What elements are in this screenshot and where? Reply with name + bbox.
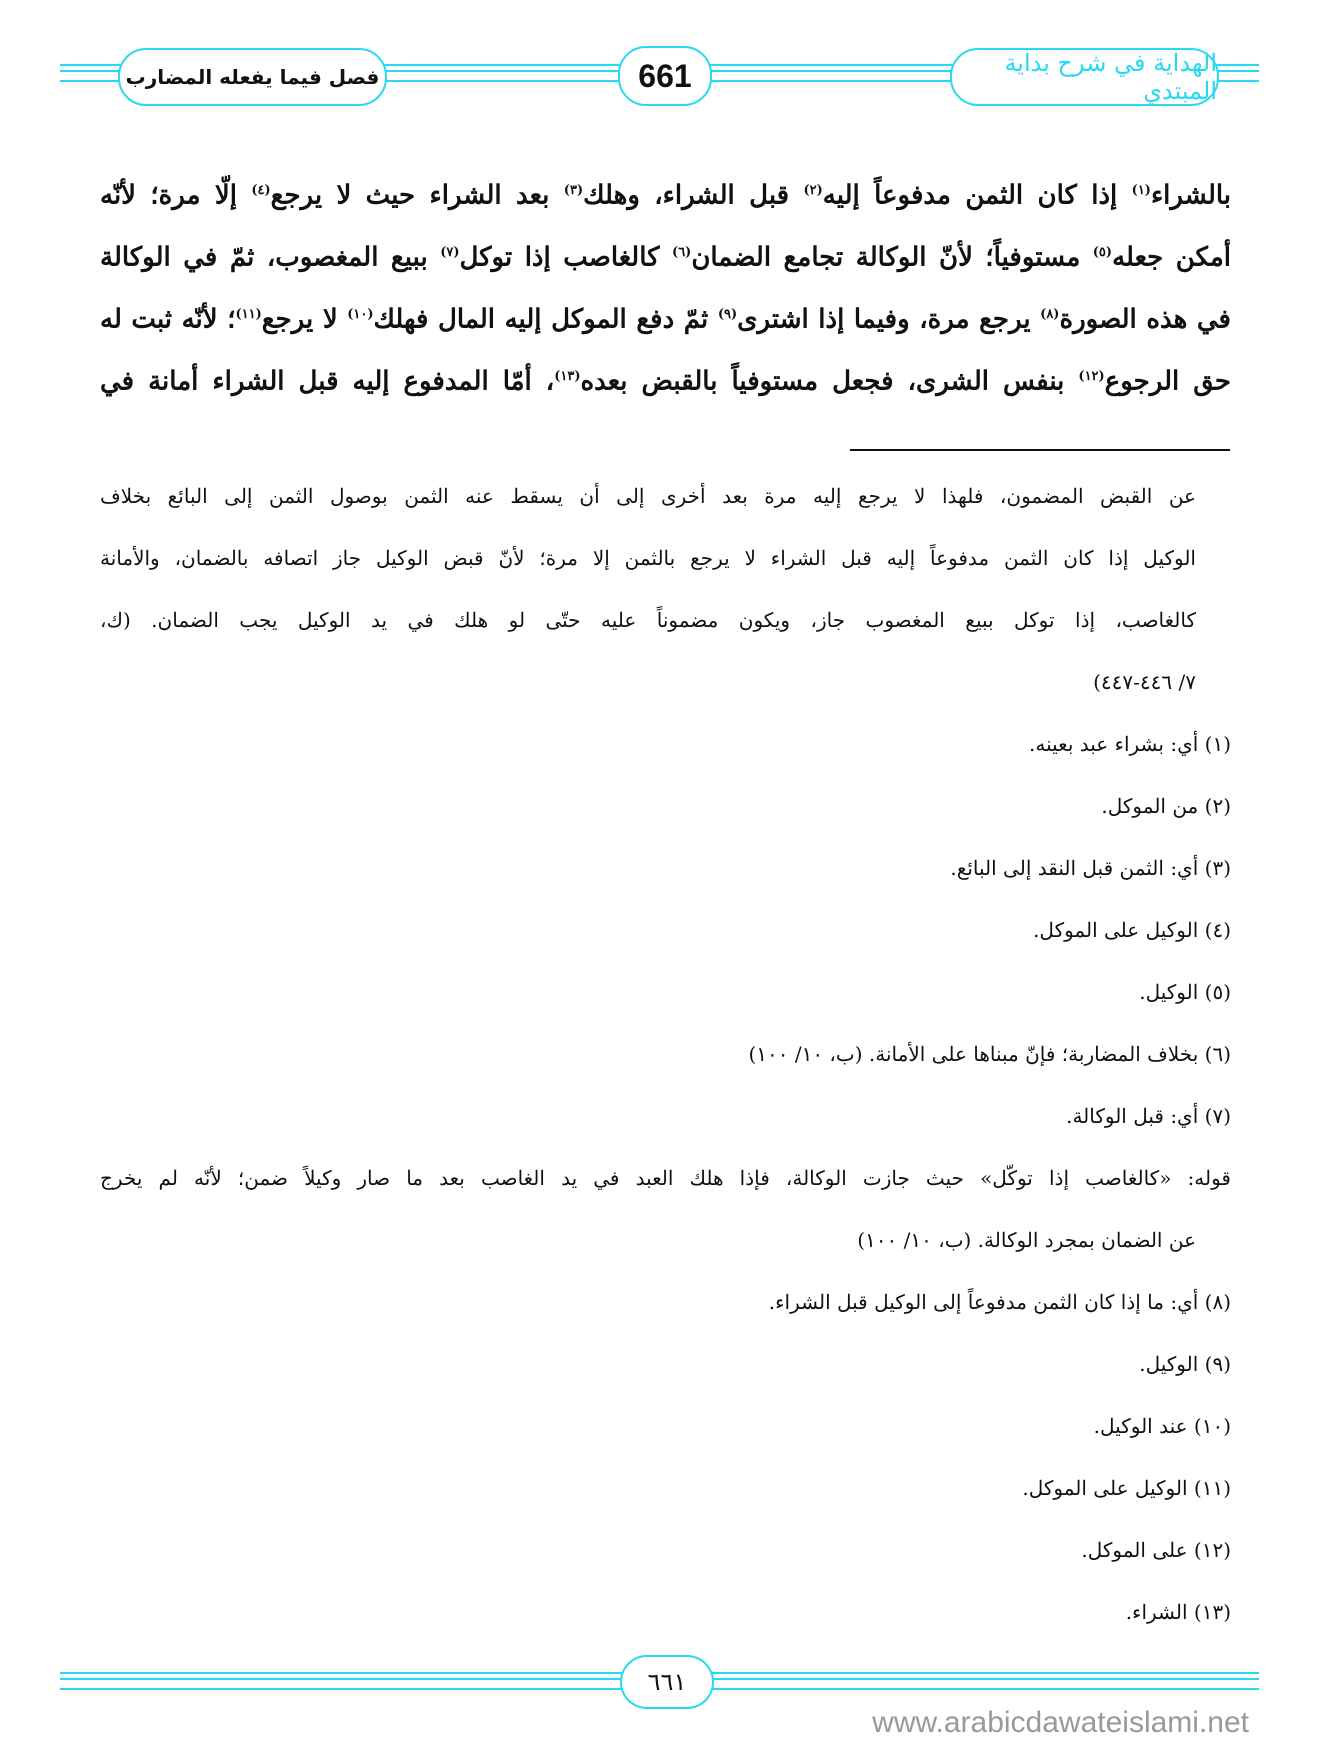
main-text — [100, 160, 1231, 408]
footnote-reference: (٧) — [440, 245, 460, 260]
footnote-reference: (٦) — [672, 245, 692, 260]
footnote: (١٢) على الموكل. — [1081, 1538, 1231, 1562]
section-title: فصل فيما يفعله المضارب — [118, 48, 387, 106]
footer-page-number: ٦٦١ — [620, 1655, 714, 1709]
main-line: في هذه الصورة$^{(٨)}$ يرجع مرة، وفيما إذا اشترى$^{(٩)}$ ثمّ دفع الموكل إليه المال فهلك$^{(١٠)}$ لا يرجع$^{(١١)}$؛ لأنّه ثبت له — [100, 304, 1231, 335]
footnote-reference: (٤) — [251, 183, 271, 198]
footnote-reference: (١) — [1131, 183, 1151, 198]
footnote: (٧) أي: قبل الوكالة. — [1066, 1104, 1231, 1128]
footnote: (٢) من الموكل. — [1101, 794, 1231, 818]
footnotes — [100, 465, 1231, 1643]
footnote-reference: (١٠) — [347, 307, 374, 322]
main-line: أمكن جعله$^{(٥)}$ مستوفياً؛ لأنّ الوكالة تجامع الضمان$^{(٦)}$ كالغاصب إذا توكل$^{(٧)}$ ببيع المغصوب، ثمّ في الوكالة — [100, 242, 1232, 273]
footnote-reference: (٨) — [1040, 307, 1060, 322]
website-url: www.arabicdawateislami.net — [872, 1706, 1249, 1739]
footnote: عن الضمان بمجرد الوكالة. (ب، ١٠/ ١٠٠) — [857, 1228, 1196, 1252]
footnote: (١١) الوكيل على الموكل. — [1022, 1476, 1231, 1500]
footnote-reference: (١١) — [235, 307, 262, 322]
footnote: (٣) أي: الثمن قبل النقد إلى البائع. — [950, 856, 1231, 880]
footnote: (٨) أي: ما إذا كان الثمن مدفوعاً إلى الوكيل قبل الشراء. — [768, 1290, 1231, 1314]
footnote-line: عن القبض المضمون، فلهذا لا يرجع إليه مرة بعد أخرى إلى أن يسقط عنه الثمن بوصول الثمن إلى البائع بخلاف — [100, 484, 1196, 508]
footnote-reference: (٣) — [563, 183, 584, 198]
footnote-reference: (١٢) — [1078, 369, 1105, 384]
footnote-line: ٧/ ٤٤٦-٤٤٧) — [1093, 670, 1196, 694]
footnote-divider — [850, 449, 1230, 451]
footnote: (٩) الوكيل. — [1139, 1352, 1231, 1376]
footnote: (١٣) الشراء. — [1125, 1600, 1231, 1624]
footnote-reference: (١٣) — [554, 369, 581, 384]
main-line: بالشراء$^{(١)}$ إذا كان الثمن مدفوعاً إليه$^{(٢)}$ قبل الشراء، وهلك$^{(٣)}$ بعد الشراء حيث لا يرجع$^{(٤)}$ إلّا مرة؛ لأنّه — [100, 180, 1232, 211]
footnote: (١) أي: بشراء عبد بعينه. — [1029, 732, 1231, 756]
footnote-line: الوكيل إذا كان الثمن مدفوعاً إليه قبل الشراء لا يرجع بالثمن إلا مرة؛ لأنّ قبض الوكيل جاز اتصافه بالضمان، والأمانة — [100, 546, 1196, 570]
book-title-logo: الهداية في شرح بداية المبتدي — [950, 48, 1219, 106]
page-number: 661 — [618, 46, 712, 106]
footnote: (١٠) عند الوكيل. — [1093, 1414, 1231, 1438]
footnote-line: كالغاصب، إذا توكل ببيع المغصوب جاز، ويكون مضموناً عليه حتّى لو هلك في يد الوكيل يجب الضمان. (ك، — [100, 608, 1196, 632]
main-line: حق الرجوع$^{(١٢)}$ بنفس الشرى، فجعل مستوفياً بالقبض بعده$^{(١٣)}$، أمّا المدفوع إليه قبل الشراء أمانة في — [100, 366, 1231, 397]
footnote-reference: (٩) — [717, 307, 738, 322]
footnote-reference: (٥) — [1092, 245, 1113, 260]
footnote: قوله: «كالغاصب إذا توكّل» حيث جازت الوكالة، فإذا هلك العبد في يد الغاصب بعد ما صار وكيلاً ضمن؛ لأنّه لم يخرج — [100, 1166, 1231, 1190]
footnote: (٥) الوكيل. — [1139, 980, 1231, 1004]
footnote: (٤) الوكيل على الموكل. — [1033, 918, 1231, 942]
footnote-reference: (٢) — [803, 183, 823, 198]
footnote: (٦) بخلاف المضاربة؛ فإنّ مبناها على الأمانة. (ب، ١٠/ ١٠٠) — [748, 1042, 1231, 1066]
